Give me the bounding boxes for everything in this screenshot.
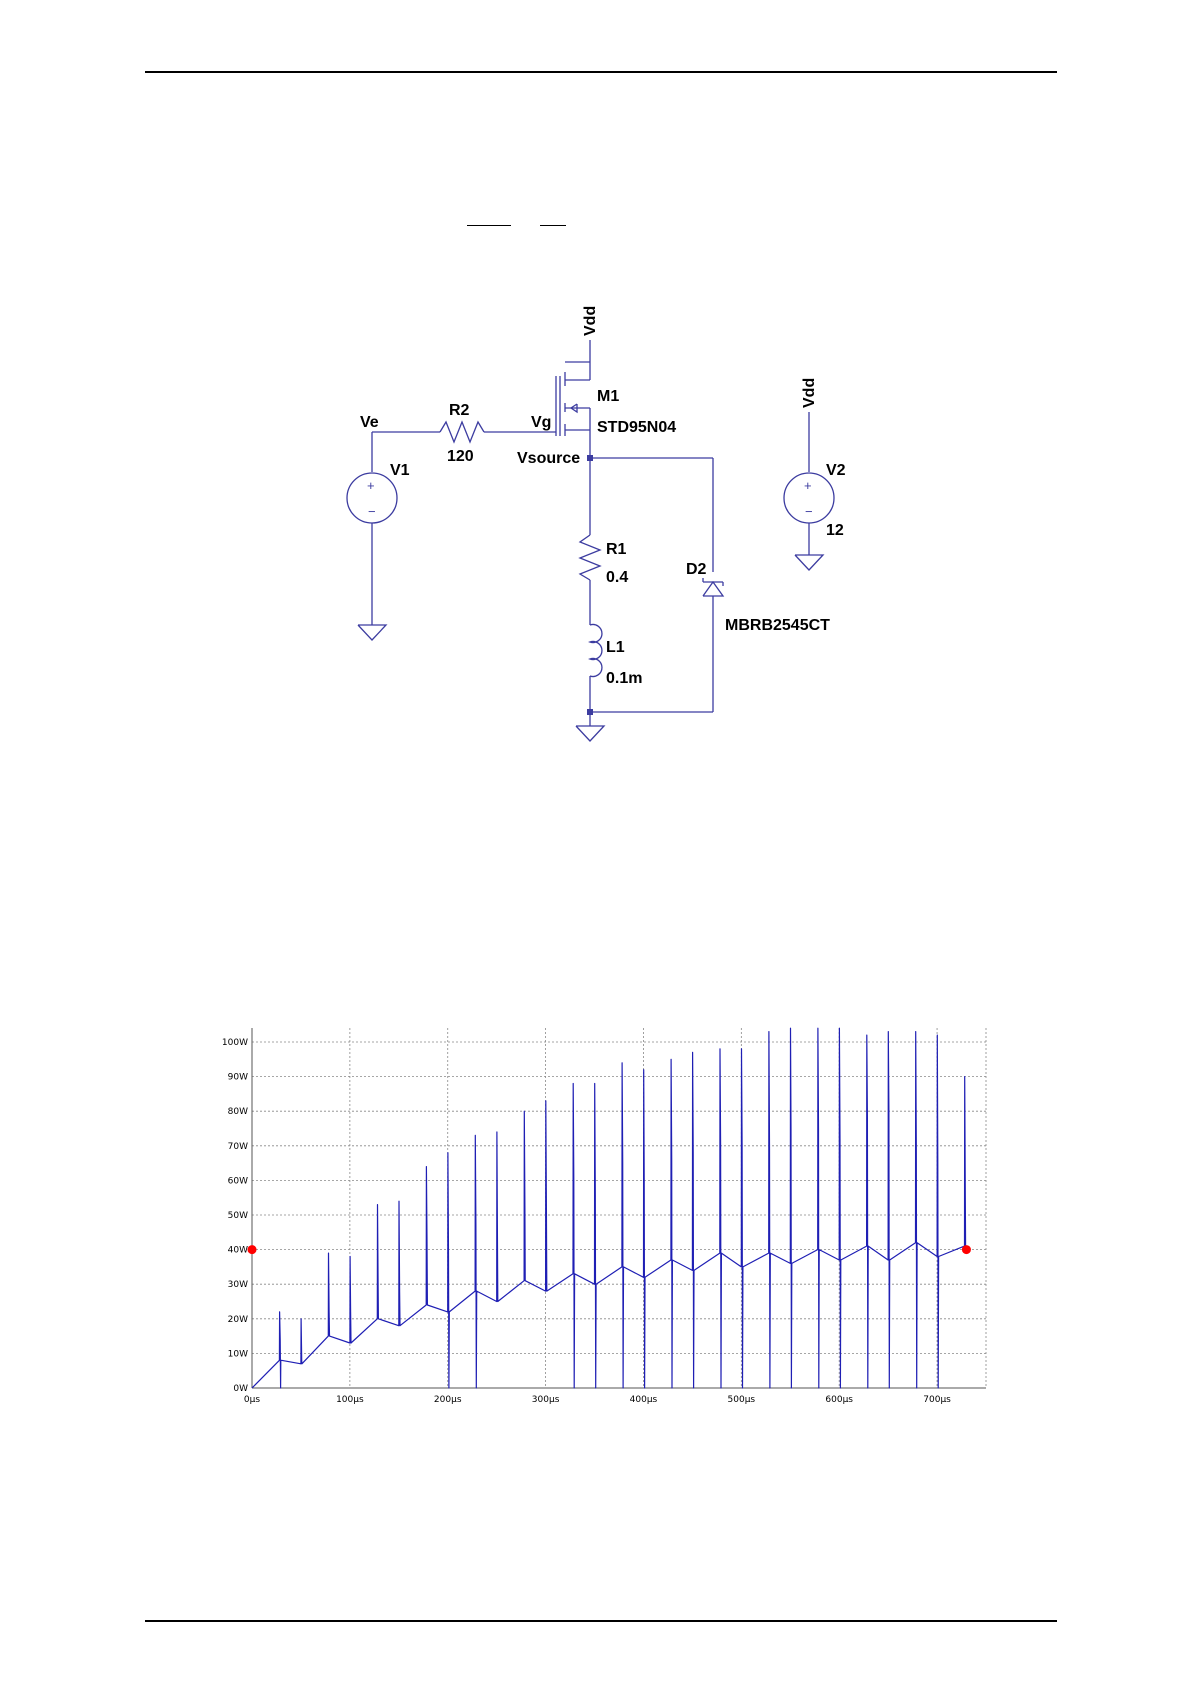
label-vdd-main: Vdd [582,305,599,336]
x-tick-label: 400µs [629,1395,658,1405]
chart-grid [252,1028,986,1388]
label-d2-model: MBRB2545CT [725,617,830,634]
chart-axes [252,1028,986,1388]
label-m1-model: STD95N04 [597,419,677,436]
y-tick-label: 40W [227,1245,248,1256]
cursor-marker[interactable] [248,1245,257,1254]
x-tick-label: 200µs [433,1395,462,1405]
label-m1: M1 [597,388,620,405]
label-v2-value: 12 [826,522,844,539]
label-r2: R2 [449,402,470,419]
v2-minus-sign: − [805,504,813,519]
x-tick-label: 700µs [923,1395,951,1405]
y-tick-label: 80W [227,1107,248,1118]
y-tick-label: 100W [221,1038,248,1048]
label-v1: V1 [390,462,410,479]
label-vg: Vg [531,414,552,431]
x-axis-tick-labels [244,1395,951,1405]
label-r1-value: 0.4 [606,569,629,586]
x-tick-label: 500µs [727,1395,756,1405]
label-r2-value: 120 [447,448,474,465]
x-tick-label: 600µs [825,1395,853,1405]
y-tick-label: 60W [227,1176,248,1187]
v2-plus-sign: + [804,478,812,493]
cursor-marker[interactable] [962,1245,971,1254]
v1-plus-sign: + [367,478,375,493]
label-vdd-v2: Vdd [801,377,818,408]
label-ve: Ve [360,414,379,431]
x-tick-label: 100µs [336,1395,364,1405]
label-l1: L1 [606,639,625,656]
y-tick-label: 30W [227,1280,248,1291]
y-axis-tick-labels [222,1038,248,1394]
y-tick-label: 90W [227,1072,248,1083]
y-tick-label: 20W [227,1314,248,1325]
v1-minus-sign: − [368,504,376,519]
x-tick-label: 0µs [243,1395,261,1405]
label-l1-value: 0.1m [606,670,643,687]
y-tick-label: 70W [227,1141,248,1152]
chart-series [252,1028,966,1388]
x-tick-label: 300µs [531,1395,560,1405]
y-tick-label: 50W [227,1211,248,1221]
y-tick-label: 0W [233,1384,248,1394]
power-trace [252,1028,966,1388]
label-vsource: Vsource [517,450,581,467]
y-tick-label: 10W [227,1349,248,1360]
label-v2: V2 [826,462,846,479]
label-r1: R1 [606,541,627,558]
label-d2: D2 [686,561,707,578]
